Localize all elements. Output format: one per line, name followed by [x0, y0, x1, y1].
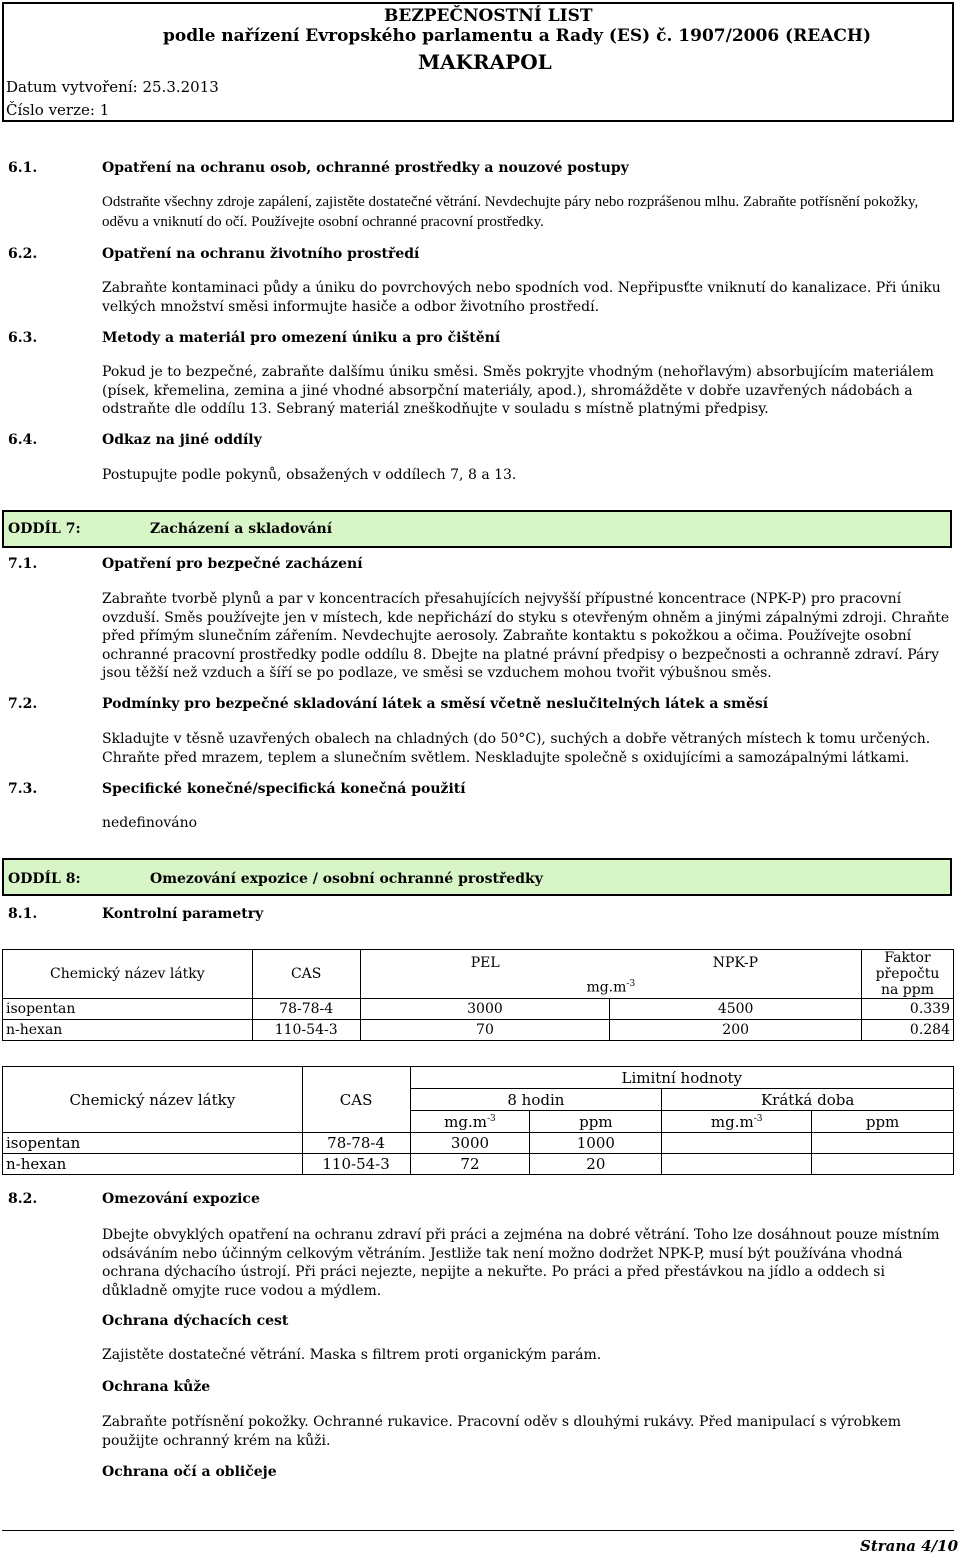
cell-name: n-hexan	[3, 1020, 253, 1041]
section-title: Odkaz na jiné oddíly	[102, 432, 262, 448]
section-band-title: Zacházení a skladování	[150, 521, 333, 537]
unit-label: mg.m	[586, 979, 627, 996]
section-number: 7.1.	[8, 556, 38, 572]
cell-ppm: 20	[530, 1154, 662, 1175]
cell-mg: 72	[410, 1154, 530, 1175]
cell-cas: 110-54-3	[302, 1154, 410, 1175]
version-number: Číslo verze: 1	[6, 101, 110, 119]
subsection-text: Zabraňte potřísnění pokožky. Ochranné rukavice. Pracovní oděv s dlouhými rukávy. Před manipulací s výrobkem použijte ochranný krém na kůži.	[102, 1414, 902, 1449]
cell-name: n-hexan	[3, 1154, 303, 1175]
unit-header: ppm	[530, 1111, 662, 1133]
section-number: 6.1.	[8, 160, 38, 176]
exposure-limits-table	[2, 949, 954, 1041]
table-row	[3, 999, 954, 1020]
unit-exponent: -3	[753, 1113, 763, 1124]
section-text: Skladujte v těsně uzavřených obalech na chladných (do 50°C), suchých a dobře větraných místech k tomu určených. Chraňte před mrazem, teplem a slunečním světlem. Neskladujte společně s oxidujícími a samozápalnými látkami.	[102, 731, 931, 766]
section-number: 6.3.	[8, 330, 38, 346]
cell-ppm: 1000	[530, 1133, 662, 1154]
table-row	[3, 1020, 954, 1041]
cell-factor: 0.339	[862, 999, 954, 1020]
section-band-label: ODDÍL 8:	[8, 871, 81, 887]
cell-pel: 3000	[360, 999, 610, 1020]
cell-empty	[662, 1133, 812, 1154]
footer-divider	[2, 1530, 954, 1531]
cell-pel: 70	[360, 1020, 610, 1041]
column-header: 8 hodin	[410, 1089, 662, 1111]
section-title: Opatření pro bezpečné zacházení	[102, 556, 363, 572]
section-number: 8.2.	[8, 1191, 38, 1207]
unit-header	[410, 1111, 530, 1133]
section-number: 7.2.	[8, 696, 38, 712]
column-header: Faktor přepočtu na ppm	[862, 950, 954, 999]
section-title: Kontrolní parametry	[102, 906, 264, 922]
section-text: Dbejte obvyklých opatření na ochranu zdraví při práci a zejména na dobré větrání. Toho lze dosáhnout pouze místním odsáváním nebo účinným celkovým větráním. Jestliže tak není možno dodržet NPK-P, musí být používána vhodná ochrana dýchacího ústrojí. Při práci nejezte, nepijte a nekuřte. Po práci a před přestávkou na jídlo a oddech si důkladně omyjte ruce vodou a mýdlem.	[102, 1227, 940, 1299]
creation-date: Datum vytvoření: 25.3.2013	[6, 78, 219, 96]
column-header: Chemický název látky	[3, 950, 253, 999]
cell-name: isopentan	[3, 1133, 303, 1154]
column-header: PEL	[360, 950, 610, 977]
section-number: 6.4.	[8, 432, 38, 448]
unit-exponent: -3	[626, 978, 636, 989]
page-number: Strana 4/10	[860, 1537, 959, 1555]
product-name: MAKRAPOL	[418, 50, 552, 74]
section-title: Specifické konečné/specifická konečná použití	[102, 781, 466, 797]
section-text: Zabraňte tvorbě plynů a par v koncentracích přesahujících nejvyšší přípustné koncentrace (NPK-P) pro pracovní ovzduší. Směs používejte jen v místech, kde nepřichází do styku s otevřeným ohněm a jinými zápalnými zdroji. Chraňte před přímým slunečním zářením. Nevdechujte aerosoly. Zabraňte kontaktu s pokožkou a očima. Používejte osobní ochranné pracovní prostředky podle oddílu 8. Dbejte na platné právní předpisy o bezpečnosti a ochranně zdraví. Páry jsou těžší než vzduch a šíří se po podlaze, ve směsi se vzduchem mohou tvořit výbušnou směs.	[102, 591, 950, 681]
table-row	[3, 1154, 954, 1175]
column-header: CAS	[302, 1067, 410, 1133]
subsection-text: Zajistěte dostatečné větrání. Maska s filtrem proti organickým parám.	[102, 1347, 602, 1363]
section-text: Zabraňte kontaminaci půdy a úniku do povrchových nebo spodních vod. Nepřipusťte vniknutí do kanalizace. Při úniku velkých množství směsi informujte hasiče a odbor životního prostředí.	[102, 280, 941, 315]
cell-empty	[662, 1154, 812, 1175]
section-band-7	[2, 510, 952, 548]
section-number: 7.3.	[8, 781, 38, 797]
section-title: Omezování expozice	[102, 1191, 260, 1207]
column-header: CAS	[252, 950, 360, 999]
unit-label: mg.m	[710, 1112, 754, 1131]
section-number: 6.2.	[8, 246, 38, 262]
section-band-label: ODDÍL 7:	[8, 521, 81, 537]
unit-header: ppm	[812, 1111, 954, 1133]
cell-cas: 110-54-3	[252, 1020, 360, 1041]
cell-npk: 4500	[610, 999, 862, 1020]
section-text: Postupujte podle pokynů, obsažených v oddílech 7, 8 a 13.	[102, 467, 517, 483]
regulation-subtitle: podle nařízení Evropského parlamentu a Rady (ES) č. 1907/2006 (REACH)	[163, 26, 872, 46]
cell-empty	[812, 1154, 954, 1175]
unit-exponent: -3	[487, 1113, 496, 1124]
cell-cas: 78-78-4	[302, 1133, 410, 1154]
subsection-title: Ochrana očí a obličeje	[102, 1464, 277, 1480]
document-title: BEZPEČNOSTNÍ LIST	[384, 6, 593, 26]
table-row	[3, 1133, 954, 1154]
section-text: Odstraňte všechny zdroje zapálení, zajistěte dostatečné větrání. Nevdechujte páry nebo rozprášenou mlhu. Zabraňte potřísnění pokožky, oděvu a vniknutí do očí. Používejte osobní ochranné pracovní prostředky.	[102, 194, 919, 230]
cell-cas: 78-78-4	[252, 999, 360, 1020]
section-title: Opatření na ochranu životního prostředí	[102, 246, 420, 262]
column-header: Limitní hodnoty	[410, 1067, 953, 1089]
section-title: Opatření na ochranu osob, ochranné prostředky a nouzové postupy	[102, 160, 629, 176]
cell-factor: 0.284	[862, 1020, 954, 1041]
section-title: Metody a materiál pro omezení úniku a pro čištění	[102, 330, 501, 346]
cell-npk: 200	[610, 1020, 862, 1041]
cell-empty	[812, 1133, 954, 1154]
subsection-title: Ochrana kůže	[102, 1379, 211, 1395]
limit-values-table	[2, 1066, 954, 1175]
section-text: Pokud je to bezpečné, zabraňte dalšímu úniku směsi. Směs pokryjte vhodným (nehořlavým) absorbujícím materiálem (písek, křemelina, zemina a jiné vhodné absorpční materiály, apod.), shromážděte v dobře uzavřených nádobách a odstraňte dle oddílu 13. Sebraný materiál zneškodňujte v souladu s místně platnými předpisy.	[102, 364, 934, 417]
section-title: Podmínky pro bezpečné skladování látek a směsí včetně neslučitelných látek a směsí	[102, 696, 769, 712]
section-number: 8.1.	[8, 906, 38, 922]
column-header: Krátká doba	[662, 1089, 954, 1111]
cell-name: isopentan	[3, 999, 253, 1020]
column-header: Chemický název látky	[3, 1067, 303, 1133]
cell-mg: 3000	[410, 1133, 530, 1154]
section-text: nedefinováno	[102, 815, 198, 831]
unit-label: mg.m	[444, 1112, 487, 1131]
subsection-title: Ochrana dýchacích cest	[102, 1313, 289, 1329]
column-header: NPK-P	[610, 950, 862, 977]
section-band-title: Omezování expozice / osobní ochranné prostředky	[150, 871, 543, 887]
unit-header	[360, 976, 861, 998]
unit-header	[662, 1111, 812, 1133]
